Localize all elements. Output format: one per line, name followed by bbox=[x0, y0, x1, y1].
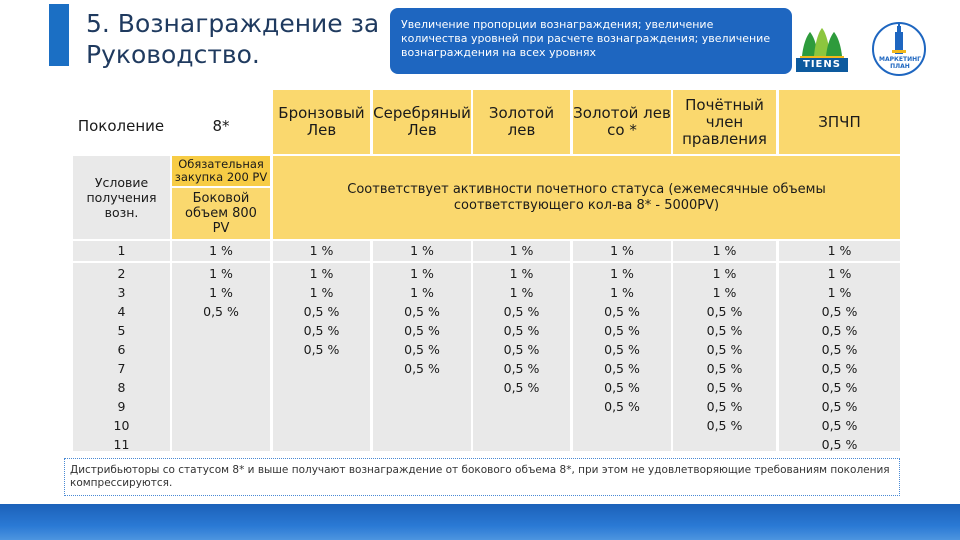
value-gold-star-level-1: 1 % bbox=[610, 243, 634, 258]
value-col8-level-4: 0,5 % bbox=[203, 304, 239, 319]
page-title bbox=[86, 8, 386, 70]
value-silver-level-3: 1 % bbox=[410, 285, 434, 300]
value-gold-level-2: 1 % bbox=[509, 266, 534, 281]
value-silver-level-6: 0,5 % bbox=[404, 342, 440, 357]
value-zpchp-level-3: 1 % bbox=[827, 285, 852, 300]
level-number: 9 bbox=[117, 399, 126, 414]
tiens-logo bbox=[796, 24, 848, 72]
value-honorary-level-3: 1 % bbox=[712, 285, 737, 300]
level-number: 2 bbox=[117, 266, 126, 281]
condition-col8-bottom: Боковой объем 800 PV bbox=[172, 188, 270, 239]
value-zpchp-level-1: 1 % bbox=[827, 243, 852, 258]
value-gold-level-4: 0,5 % bbox=[503, 304, 540, 319]
value-gold-level-5: 0,5 % bbox=[503, 323, 540, 338]
tiens-logo-text: TIENS bbox=[796, 58, 848, 72]
header-generation: Поколение bbox=[77, 116, 165, 135]
value-honorary-level-4: 0,5 % bbox=[706, 304, 743, 319]
value-gold-star-level-4: 0,5 % bbox=[604, 304, 640, 319]
value-gold-star-level-8: 0,5 % bbox=[604, 380, 640, 395]
value-bronze-level-4: 0,5 % bbox=[303, 304, 340, 319]
value-col8-level-1: 1 % bbox=[209, 243, 233, 258]
value-gold-star-level-2: 1 % bbox=[610, 266, 634, 281]
value-silver-level-7: 0,5 % bbox=[404, 361, 440, 376]
value-bronze-level-6: 0,5 % bbox=[303, 342, 340, 357]
tiens-leaf-icon bbox=[796, 24, 848, 58]
condition-label: Условие получения возн. bbox=[73, 156, 170, 239]
level-number: 6 bbox=[117, 342, 126, 357]
value-zpchp-level-9: 0,5 % bbox=[821, 399, 858, 414]
level-number: 7 bbox=[117, 361, 126, 376]
value-honorary-level-10: 0,5 % bbox=[706, 418, 743, 433]
header-zpchp: ЗПЧП bbox=[779, 90, 900, 154]
footer-band bbox=[0, 504, 960, 540]
value-silver-level-5: 0,5 % bbox=[404, 323, 440, 338]
value-honorary-level-9: 0,5 % bbox=[706, 399, 743, 414]
title-accent-bar bbox=[49, 4, 69, 66]
page-title-line-1: 5. Вознаграждение за bbox=[86, 9, 380, 38]
footnote-text: Дистрибьюторы со статусом 8* и выше получают вознаграждение от бокового объема 8*, при этом не удовлетворяющие требованиям поколения компрессируются. bbox=[70, 464, 890, 489]
value-honorary-level-1: 1 % bbox=[712, 243, 737, 258]
header-bronze: Бронзовый Лев bbox=[273, 90, 370, 154]
header-gold: Золотой лев bbox=[473, 90, 570, 154]
value-zpchp-level-5: 0,5 % bbox=[821, 323, 858, 338]
page-title-line-2: Руководство. bbox=[86, 40, 260, 69]
value-silver-level-4: 0,5 % bbox=[404, 304, 440, 319]
value-gold-level-6: 0,5 % bbox=[503, 342, 540, 357]
value-gold-level-1: 1 % bbox=[509, 243, 534, 258]
value-honorary-level-5: 0,5 % bbox=[706, 323, 743, 338]
value-col8-level-3: 1 % bbox=[209, 285, 233, 300]
level-number: 5 bbox=[117, 323, 126, 338]
marketing-plan-logo-text bbox=[876, 56, 924, 70]
value-gold-star-level-9: 0,5 % bbox=[604, 399, 640, 414]
condition-merged: Соответствует активности почетного статуса (ежемесячные объемы соответствующего кол-ва 8* - 5000PV) bbox=[273, 156, 900, 239]
reward-table bbox=[73, 90, 900, 451]
callout-box bbox=[390, 8, 792, 74]
value-zpchp-level-7: 0,5 % bbox=[821, 361, 858, 376]
value-zpchp-level-11: 0,5 % bbox=[821, 437, 858, 452]
header-honorary: Почётный член правления bbox=[673, 90, 776, 154]
value-gold-star-level-5: 0,5 % bbox=[604, 323, 640, 338]
callout-text: Увеличение пропорции вознаграждения; увеличение количества уровней при расчете вознаграждения; увеличение вознаграждения на всех уровнях bbox=[401, 18, 771, 59]
level-number: 1 bbox=[117, 243, 126, 258]
level-number: 8 bbox=[117, 380, 126, 395]
condition-col8-top: Обязательная закупка 200 PV bbox=[172, 156, 270, 186]
value-zpchp-level-10: 0,5 % bbox=[821, 418, 858, 433]
level-number: 3 bbox=[117, 285, 126, 300]
marketing-plan-logo bbox=[872, 22, 926, 76]
value-honorary-level-8: 0,5 % bbox=[706, 380, 743, 395]
value-gold-level-8: 0,5 % bbox=[503, 380, 540, 395]
level-number: 11 bbox=[113, 437, 130, 452]
value-honorary-level-6: 0,5 % bbox=[706, 342, 743, 357]
value-zpchp-level-6: 0,5 % bbox=[821, 342, 858, 357]
value-gold-star-level-3: 1 % bbox=[610, 285, 634, 300]
value-gold-level-7: 0,5 % bbox=[503, 361, 540, 376]
tower-icon bbox=[874, 24, 924, 56]
value-zpchp-level-2: 1 % bbox=[827, 266, 852, 281]
value-zpchp-level-8: 0,5 % bbox=[821, 380, 858, 395]
value-gold-star-level-6: 0,5 % bbox=[604, 342, 640, 357]
value-col8-level-2: 1 % bbox=[209, 266, 233, 281]
value-zpchp-level-4: 0,5 % bbox=[821, 304, 858, 319]
value-silver-level-1: 1 % bbox=[410, 243, 434, 258]
value-honorary-level-2: 1 % bbox=[712, 266, 737, 281]
header-silver: Серебряный Лев bbox=[373, 90, 471, 154]
marketing-plan-logo-line-2: ПЛАН bbox=[890, 63, 910, 70]
marketing-plan-logo-line-1: МАРКЕТИНГ bbox=[879, 56, 921, 63]
footnote bbox=[64, 458, 900, 496]
value-honorary-level-7: 0,5 % bbox=[706, 361, 743, 376]
level-number: 10 bbox=[113, 418, 130, 433]
value-bronze-level-1: 1 % bbox=[309, 243, 334, 258]
value-gold-star-level-7: 0,5 % bbox=[604, 361, 640, 376]
value-bronze-level-3: 1 % bbox=[309, 285, 334, 300]
value-gold-level-3: 1 % bbox=[509, 285, 534, 300]
header-col-8: 8* bbox=[212, 116, 230, 135]
value-silver-level-2: 1 % bbox=[410, 266, 434, 281]
header-gold-star: Золотой лев со * bbox=[573, 90, 671, 154]
value-bronze-level-2: 1 % bbox=[309, 266, 334, 281]
value-bronze-level-5: 0,5 % bbox=[303, 323, 340, 338]
level-number: 4 bbox=[117, 304, 126, 319]
